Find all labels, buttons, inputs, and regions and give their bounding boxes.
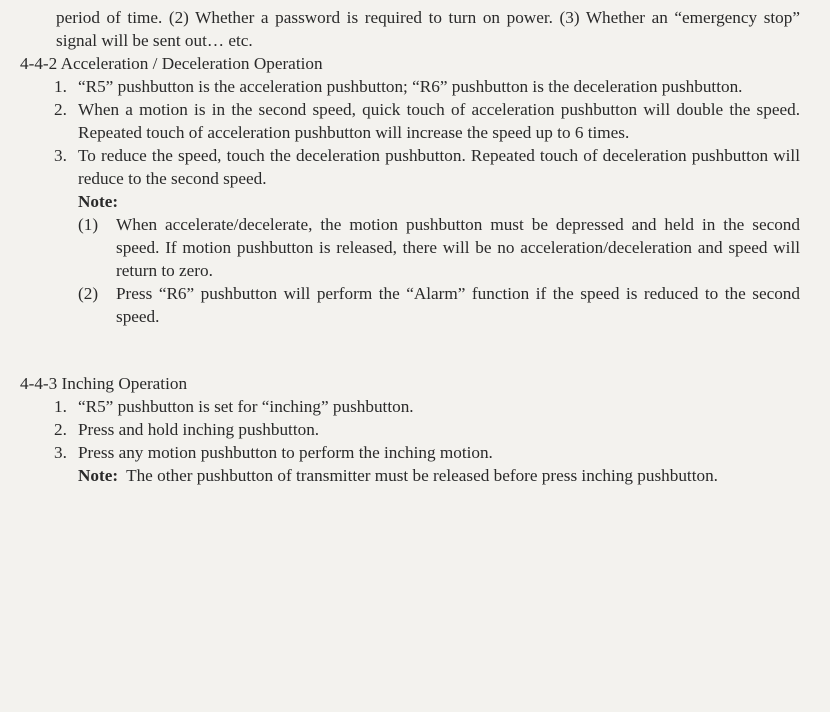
- list-item: [78, 213, 800, 282]
- list-item: [54, 441, 800, 487]
- step-number: 2.: [54, 100, 67, 119]
- note-block-4-4-3: [78, 464, 800, 487]
- section-4-4-2: [20, 52, 800, 328]
- note-block-4-4-2: [78, 190, 800, 328]
- list-item: [78, 282, 800, 328]
- note-title: Note:: [78, 192, 119, 211]
- notes-list: [78, 213, 800, 328]
- section-heading-4-4-3: 4-4-3 Inching Operation: [20, 374, 188, 393]
- list-item: [54, 144, 800, 328]
- note-title: Note:: [78, 466, 119, 485]
- steps-list-4-4-3: [20, 395, 800, 487]
- step-number: 3.: [54, 443, 67, 462]
- step-text: When a motion is in the second speed, quick touch of acceleration pushbutton will double the speed. Repeated touch of acceleration pushbutton will increase the speed up to 6 times.: [78, 100, 800, 142]
- step-text: To reduce the speed, touch the deceleration pushbutton. Repeated touch of deceleration pushbutton will reduce to the second speed.: [78, 146, 800, 188]
- intro-paragraph: period of time. (2) Whether a password is required to turn on power. (3) Whether an “emergency stop” signal will be sent out… etc.: [56, 8, 800, 50]
- note-number: (1): [78, 215, 99, 234]
- note-text: When accelerate/decelerate, the motion pushbutton must be depressed and held in the second speed. If motion pushbutton is released, there will be no acceleration/deceleration and speed will return to zero.: [116, 215, 800, 280]
- list-item: [54, 75, 800, 98]
- section-heading-4-4-2: 4-4-2 Acceleration / Deceleration Operation: [20, 54, 323, 73]
- list-item: [54, 98, 800, 144]
- step-number: 2.: [54, 420, 67, 439]
- step-text: Press any motion pushbutton to perform the inching motion.: [78, 443, 493, 462]
- note-text: The other pushbutton of transmitter must be released before press inching pushbutton.: [126, 466, 718, 485]
- step-number: 1.: [54, 77, 67, 96]
- note-number: (2): [78, 284, 99, 303]
- section-4-4-3: [20, 372, 800, 487]
- note-text: Press “R6” pushbutton will perform the “Alarm” function if the speed is reduced to the second speed.: [116, 284, 800, 326]
- list-item: [54, 395, 800, 418]
- step-text: Press and hold inching pushbutton.: [78, 420, 320, 439]
- step-number: 1.: [54, 397, 67, 416]
- steps-list-4-4-2: [20, 75, 800, 328]
- step-number: 3.: [54, 146, 67, 165]
- step-text: “R5” pushbutton is set for “inching” pushbutton.: [78, 397, 414, 416]
- step-text: “R5” pushbutton is the acceleration pushbutton; “R6” pushbutton is the deceleration pushbutton.: [78, 77, 743, 96]
- list-item: [54, 418, 800, 441]
